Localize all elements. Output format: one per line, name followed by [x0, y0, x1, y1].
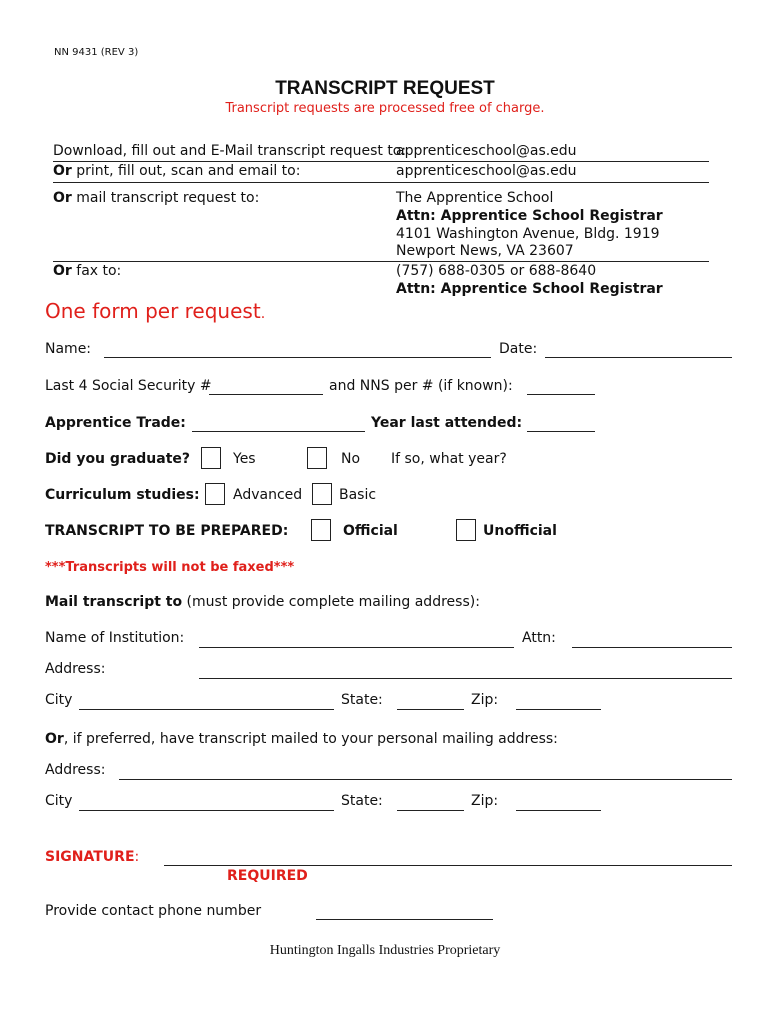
- graduate-year-label: If so, what year?: [391, 451, 507, 467]
- curriculum-basic-label: Basic: [339, 487, 377, 503]
- personal-heading: Or, if preferred, have transcript mailed to your personal mailing address:: [45, 731, 558, 747]
- trade-label: Apprentice Trade:: [45, 415, 186, 431]
- date-field[interactable]: [545, 357, 732, 358]
- institution-address-field[interactable]: [199, 678, 732, 679]
- institution-city-label: City: [45, 692, 73, 708]
- email-instruction: Download, fill out and E-Mail transcript request to:: [53, 143, 407, 159]
- institution-city-field[interactable]: [79, 709, 334, 710]
- institution-zip-field[interactable]: [516, 709, 601, 710]
- fax-number: (757) 688-0305 or 688-8640: [396, 263, 597, 279]
- institution-state-field[interactable]: [397, 709, 464, 710]
- trade-field[interactable]: [192, 431, 365, 432]
- divider: [53, 261, 709, 262]
- mail-address-line3: 4101 Washington Avenue, Bldg. 1919: [396, 226, 660, 242]
- curriculum-basic-checkbox[interactable]: [312, 483, 332, 505]
- personal-zip-label: Zip:: [471, 793, 499, 809]
- no-fax-notice: ***Transcripts will not be faxed***: [45, 560, 295, 575]
- signature-label: SIGNATURE:: [45, 849, 140, 865]
- nns-label: and NNS per # (if known):: [329, 378, 513, 394]
- personal-city-field[interactable]: [79, 810, 334, 811]
- divider: [53, 182, 709, 183]
- personal-zip-field[interactable]: [516, 810, 601, 811]
- date-label: Date:: [499, 341, 538, 357]
- institution-label: Name of Institution:: [45, 630, 185, 646]
- name-field[interactable]: [104, 357, 491, 358]
- mail-to-heading: Mail transcript to (must provide complete mailing address):: [45, 594, 480, 610]
- institution-address-label: Address:: [45, 661, 106, 677]
- ssn-field[interactable]: [209, 394, 323, 395]
- mail-address-line2: Attn: Apprentice School Registrar: [396, 208, 663, 224]
- institution-state-label: State:: [341, 692, 383, 708]
- graduate-no-checkbox[interactable]: [307, 447, 327, 469]
- curriculum-advanced-label: Advanced: [233, 487, 303, 503]
- institution-field[interactable]: [199, 647, 514, 648]
- print-instruction: Or print, fill out, scan and email to:: [53, 163, 301, 179]
- year-attended-label: Year last attended:: [371, 415, 523, 431]
- mail-address-line4: Newport News, VA 23607: [396, 243, 574, 259]
- one-form-notice: One form per request.: [45, 299, 266, 323]
- page-title: TRANSCRIPT REQUEST: [275, 78, 495, 99]
- personal-city-label: City: [45, 793, 73, 809]
- fax-instruction: Or fax to:: [53, 263, 122, 279]
- print-email-address: apprenticeschool@as.edu: [396, 163, 577, 179]
- unofficial-label: Unofficial: [483, 523, 557, 539]
- unofficial-checkbox[interactable]: [456, 519, 476, 541]
- nns-field[interactable]: [527, 394, 595, 395]
- signature-field[interactable]: [164, 865, 732, 866]
- graduate-label: Did you graduate?: [45, 451, 191, 467]
- fax-attn: Attn: Apprentice School Registrar: [396, 281, 663, 297]
- ssn-label: Last 4 Social Security #: [45, 378, 212, 394]
- attn-field[interactable]: [572, 647, 732, 648]
- graduate-no-label: No: [341, 451, 361, 467]
- graduate-yes-label: Yes: [233, 451, 256, 467]
- personal-address-label: Address:: [45, 762, 106, 778]
- signature-required: REQUIRED: [227, 868, 308, 884]
- name-label: Name:: [45, 341, 92, 357]
- footer-proprietary: Huntington Ingalls Industries Proprietary: [269, 943, 501, 958]
- form-number: NN 9431 (REV 3): [54, 47, 139, 58]
- phone-label: Provide contact phone number: [45, 903, 262, 919]
- official-checkbox[interactable]: [311, 519, 331, 541]
- official-label: Official: [343, 523, 398, 539]
- curriculum-advanced-checkbox[interactable]: [205, 483, 225, 505]
- curriculum-label: Curriculum studies:: [45, 487, 200, 503]
- personal-state-field[interactable]: [397, 810, 464, 811]
- mail-address-line1: The Apprentice School: [396, 190, 554, 206]
- email-address: apprenticeschool@as.edu: [396, 143, 577, 159]
- divider: [53, 161, 709, 162]
- personal-state-label: State:: [341, 793, 383, 809]
- phone-field[interactable]: [316, 919, 493, 920]
- attn-label: Attn:: [522, 630, 556, 646]
- mail-instruction: Or mail transcript request to:: [53, 190, 260, 206]
- year-attended-field[interactable]: [527, 431, 595, 432]
- page-subtitle: Transcript requests are processed free of charge.: [225, 101, 545, 116]
- personal-address-field[interactable]: [119, 779, 732, 780]
- prepared-label: TRANSCRIPT TO BE PREPARED:: [45, 523, 289, 539]
- graduate-yes-checkbox[interactable]: [201, 447, 221, 469]
- institution-zip-label: Zip:: [471, 692, 499, 708]
